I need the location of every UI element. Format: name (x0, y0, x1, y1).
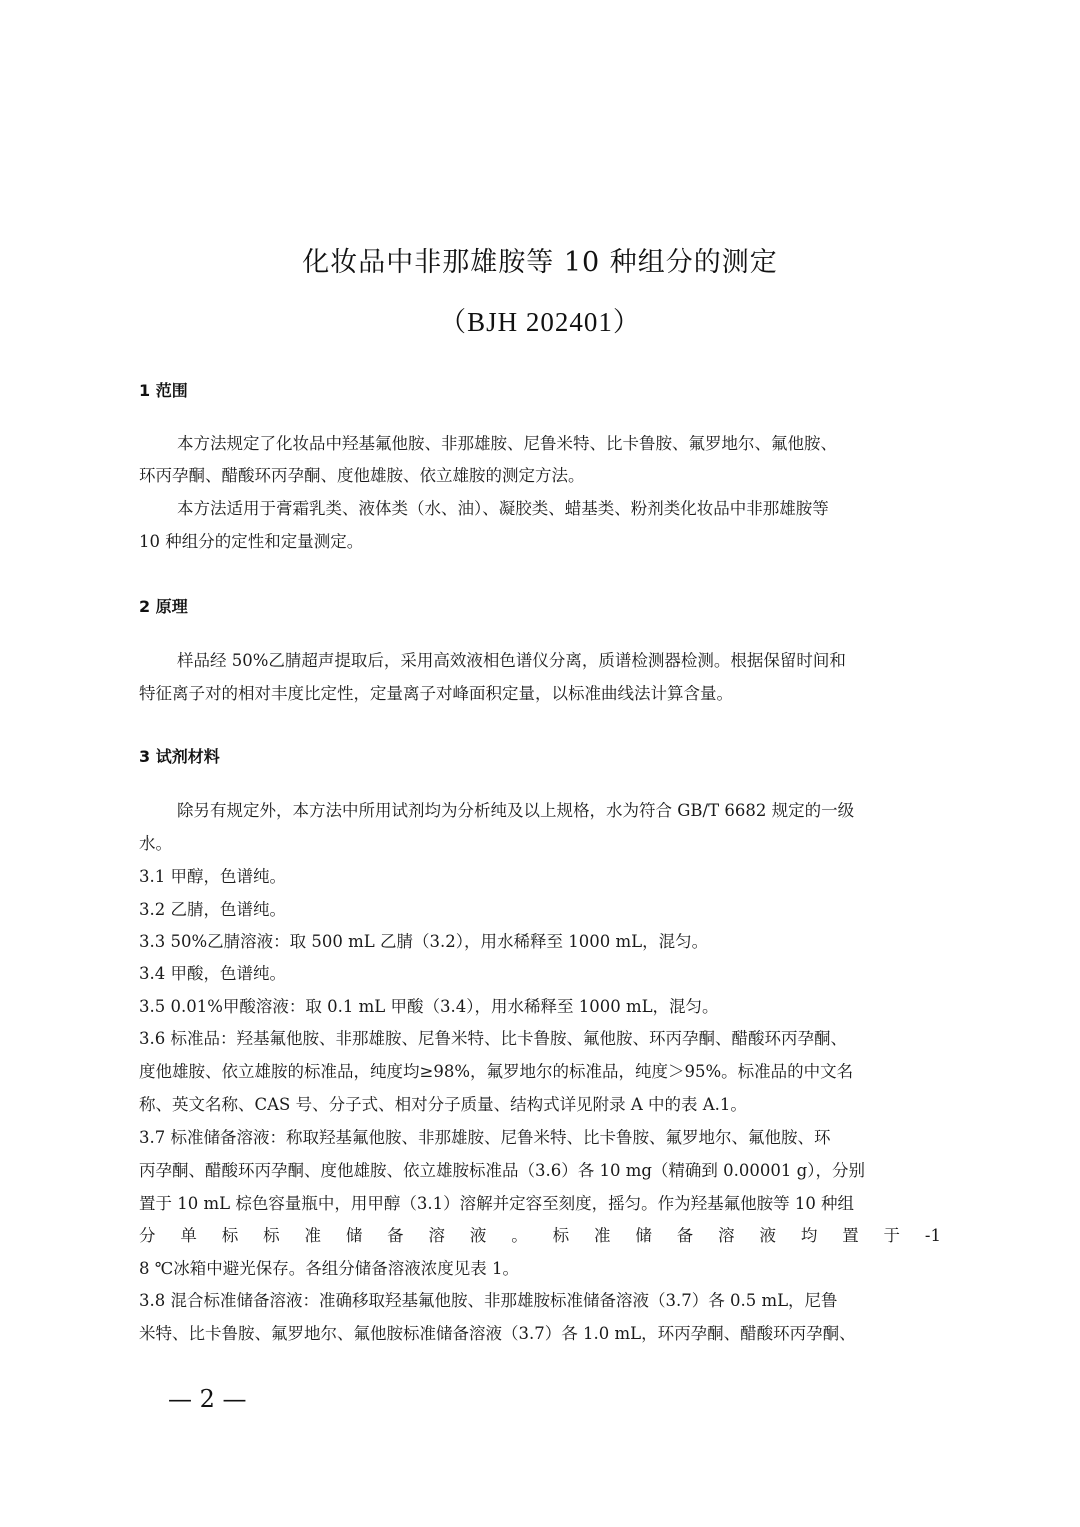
list-item: 3.5 0.01%甲酸溶液：取 0.1 mL 甲酸（3.4），用水稀释至 1000 mL，混匀。 (139, 997, 719, 1016)
paragraph-line: 分 单 标 标 准 储 备 溶 液 。 标 准 储 备 溶 液 均 置 于 -1 (139, 1226, 941, 1245)
document-title: 化妆品中非那雄胺等 10 种组分的测定 (302, 247, 778, 278)
paragraph-line: 样品经 50%乙腈超声提取后，采用高效液相色谱仪分离，质谱检测器检测。根据保留时间和 (177, 651, 846, 670)
paragraph-line: 称、英文名称、CAS 号、分子式、相对分子质量、结构式详见附录 A 中的表 A.1。 (139, 1095, 747, 1114)
list-item: 3.1 甲醇，色谱纯。 (139, 867, 286, 886)
paragraph-line: 本方法规定了化妆品中羟基氟他胺、非那雄胺、尼鲁米特、比卡鲁胺、氟罗地尔、氟他胺、 (177, 434, 837, 453)
paragraph-line: 除另有规定外，本方法中所用试剂均为分析纯及以上规格，水为符合 GB/T 6682 规定的一级 (177, 801, 855, 820)
list-item: 3.4 甲酸，色谱纯。 (139, 964, 286, 983)
section-heading-scope: 1 范围 (139, 381, 188, 400)
list-item: 3.2 乙腈，色谱纯。 (139, 900, 286, 919)
paragraph-line: 特征离子对的相对丰度比定性，定量离子对峰面积定量，以标准曲线法计算含量。 (139, 684, 733, 703)
paragraph-line: 10 种组分的定性和定量测定。 (139, 532, 364, 551)
paragraph-line: 本方法适用于膏霜乳类、液体类（水、油）、凝胶类、蜡基类、粉剂类化妆品中非那雄胺等 (177, 499, 829, 518)
paragraph-line: 置于 10 mL 棕色容量瓶中，用甲醇（3.1）溶解并定容至刻度，摇匀。作为羟基氟他胺等 10 种组 (139, 1194, 855, 1213)
list-item: 3.3 50%乙腈溶液：取 500 mL 乙腈（3.2），用水稀释至 1000 mL，混匀。 (139, 932, 709, 951)
list-item: 3.7 标准储备溶液：称取羟基氟他胺、非那雄胺、尼鲁米特、比卡鲁胺、氟罗地尔、氟他胺、环 (139, 1128, 831, 1147)
section-heading-principle: 2 原理 (139, 597, 188, 616)
paragraph-line: 水。 (139, 834, 172, 853)
paragraph-line: 8 ℃冰箱中避光保存。各组分储备溶液浓度见表 1。 (139, 1259, 519, 1278)
paragraph-line: 度他雄胺、依立雄胺的标准品，纯度均≥98%，氟罗地尔的标准品，纯度＞95%。标准品的中文名 (139, 1062, 854, 1081)
list-item: 3.8 混合标准储备溶液：准确移取羟基氟他胺、非那雄胺标准储备溶液（3.7）各 0.5 mL，尼鲁 (139, 1291, 838, 1310)
paragraph-line: 丙孕酮、醋酸环丙孕酮、度他雄胺、依立雄胺标准品（3.6）各 10 mg（精确到 0.00001 g），分别 (139, 1161, 865, 1180)
section-heading-reagents: 3 试剂材料 (139, 747, 220, 766)
list-item: 3.6 标准品：羟基氟他胺、非那雄胺、尼鲁米特、比卡鲁胺、氟他胺、环丙孕酮、醋酸环丙孕酮、 (139, 1029, 847, 1048)
document-code: （BJH 202401） (439, 307, 641, 337)
page-number: — 2 — (168, 1385, 247, 1413)
paragraph-line: 米特、比卡鲁胺、氟罗地尔、氟他胺标准储备溶液（3.7）各 1.0 mL，环丙孕酮、醋酸环丙孕酮、 (139, 1324, 856, 1343)
paragraph-line: 环丙孕酮、醋酸环丙孕酮、度他雄胺、依立雄胺的测定方法。 (139, 466, 585, 485)
